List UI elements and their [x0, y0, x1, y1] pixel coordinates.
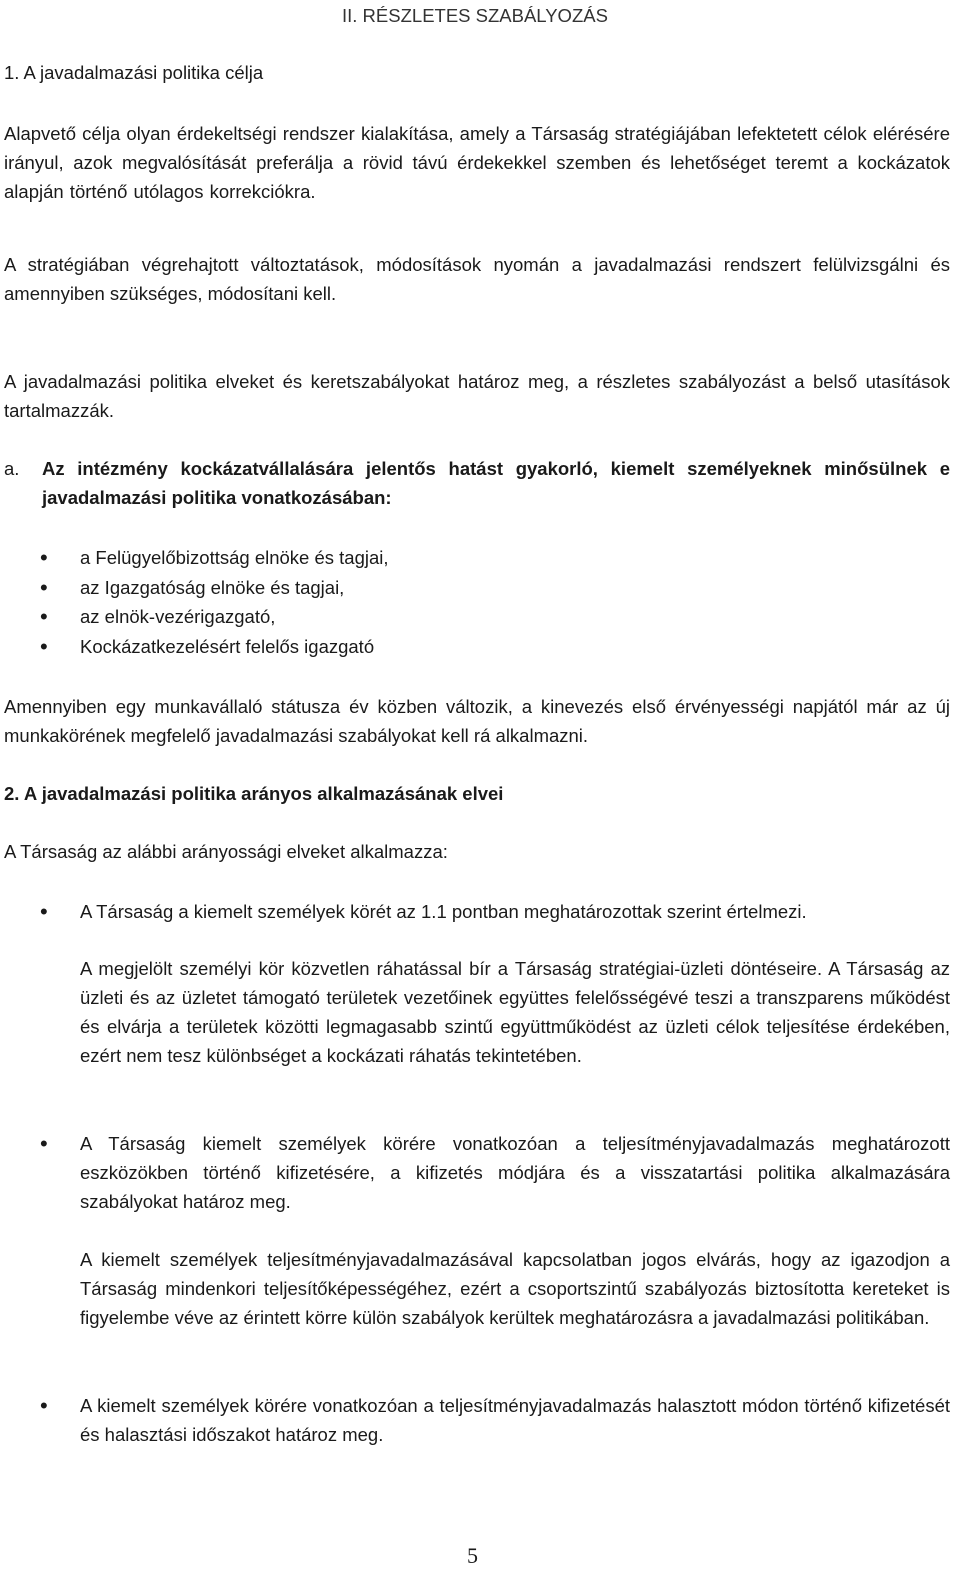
section1-paragraph-3: A javadalmazási politika elveket és keretszabályokat határoz meg, a részletes szabályozást a belső utasítások tartalmazzák.	[4, 371, 950, 421]
section2-bullet-2-paragraph: A kiemelt személyek teljesítményjavadalmazásával kapcsolatban jogos elvárás, hogy az igazodjon a Társaság mindenkori teljesítőképességéhez, ezért a csoportszintű szabályozás biztosította kereteket is figyelembe véve az érintett körre külön szabályok kerültek meghatározásra a javadalmazási politikában.	[80, 1249, 950, 1328]
section2-bullet-2: A Társaság kiemelt személyek körére vonatkozóan a teljesítményjavadalmazás meghatározott eszközökben történő kifizetésére, a kifizetés módjára és a visszatartási politika alkalmazására szabályokat határoz meg.	[80, 1133, 950, 1212]
bullet-icon: •	[40, 1393, 48, 1418]
list-item: • az Igazgatóság elnöke és tagjai,	[40, 573, 950, 603]
section1-paragraph-4: Amennyiben egy munkavállaló státusza év közben változik, a kinevezés első érvényességi napjától már az új munkakörének megfelelő javadalmazási szabályokat kell rá alkalmazni.	[4, 696, 950, 746]
page-number: 5	[467, 1543, 478, 1568]
bullet-icon: •	[40, 1131, 48, 1156]
section2-heading: 2. A javadalmazási politika arányos alkalmazásának elvei	[4, 783, 504, 804]
section2-intro: A Társaság az alábbi arányossági elveket alkalmazza:	[4, 841, 448, 862]
bullet-icon: •	[40, 899, 48, 924]
section1-heading: 1. A javadalmazási politika célja	[4, 62, 264, 83]
section1-paragraph-2: A stratégiában végrehajtott változtatások, módosítások nyomán a javadalmazási rendszert felülvizsgálni és amennyiben szükséges, módosítani kell.	[4, 254, 950, 304]
section1-paragraph-1: Alapvető célja olyan érdekeltségi rendszer kialakítása, amely a Társaság stratégiájában lefektetett célok elérésére irányul, azok megvalósítását preferálja a rövid távú érdekekkel szemben és lehetőséget teremt a kockázatok alapján történő utólagos korrekciókra.	[4, 123, 950, 202]
section2-bullet-1-paragraph: A megjelölt személyi kör közvetlen ráhatással bír a Társaság stratégiai-üzleti döntéseire. A Társaság az üzleti és az üzletet támogató területek vezetőinek együttes felelősségévé teszi a transzparens működést és elvárja a területek közötti legmagasabb szintű együttműködést az üzleti célok teljesítése érdekében, ezért nem tesz különbséget a kockázati ráhatás tekintetében.	[80, 958, 950, 1066]
point-a-text: Az intézmény kockázatvállalására jelentős hatást gyakorló, kiemelt személyeknek minősülnek e javadalmazási politika vonatkozásában:	[42, 458, 950, 508]
section2-bullet-1: A Társaság a kiemelt személyek körét az 1.1 pontban meghatározottak szerint értelmezi.	[80, 901, 807, 922]
page-header: II. RÉSZLETES SZABÁLYOZÁS	[342, 5, 608, 26]
section2-bullet-3: A kiemelt személyek körére vonatkozóan a teljesítményjavadalmazás halasztott módon történő kifizetését és halasztási időszakot határoz meg.	[80, 1395, 950, 1445]
list-item: • a Felügyelőbizottság elnöke és tagjai,	[40, 543, 950, 573]
list-item: • az elnök-vezérigazgató,	[40, 602, 950, 632]
point-a-label: a.	[4, 458, 20, 479]
key-persons-list	[40, 543, 950, 661]
list-item: • Kockázatkezelésért felelős igazgató	[40, 632, 950, 662]
